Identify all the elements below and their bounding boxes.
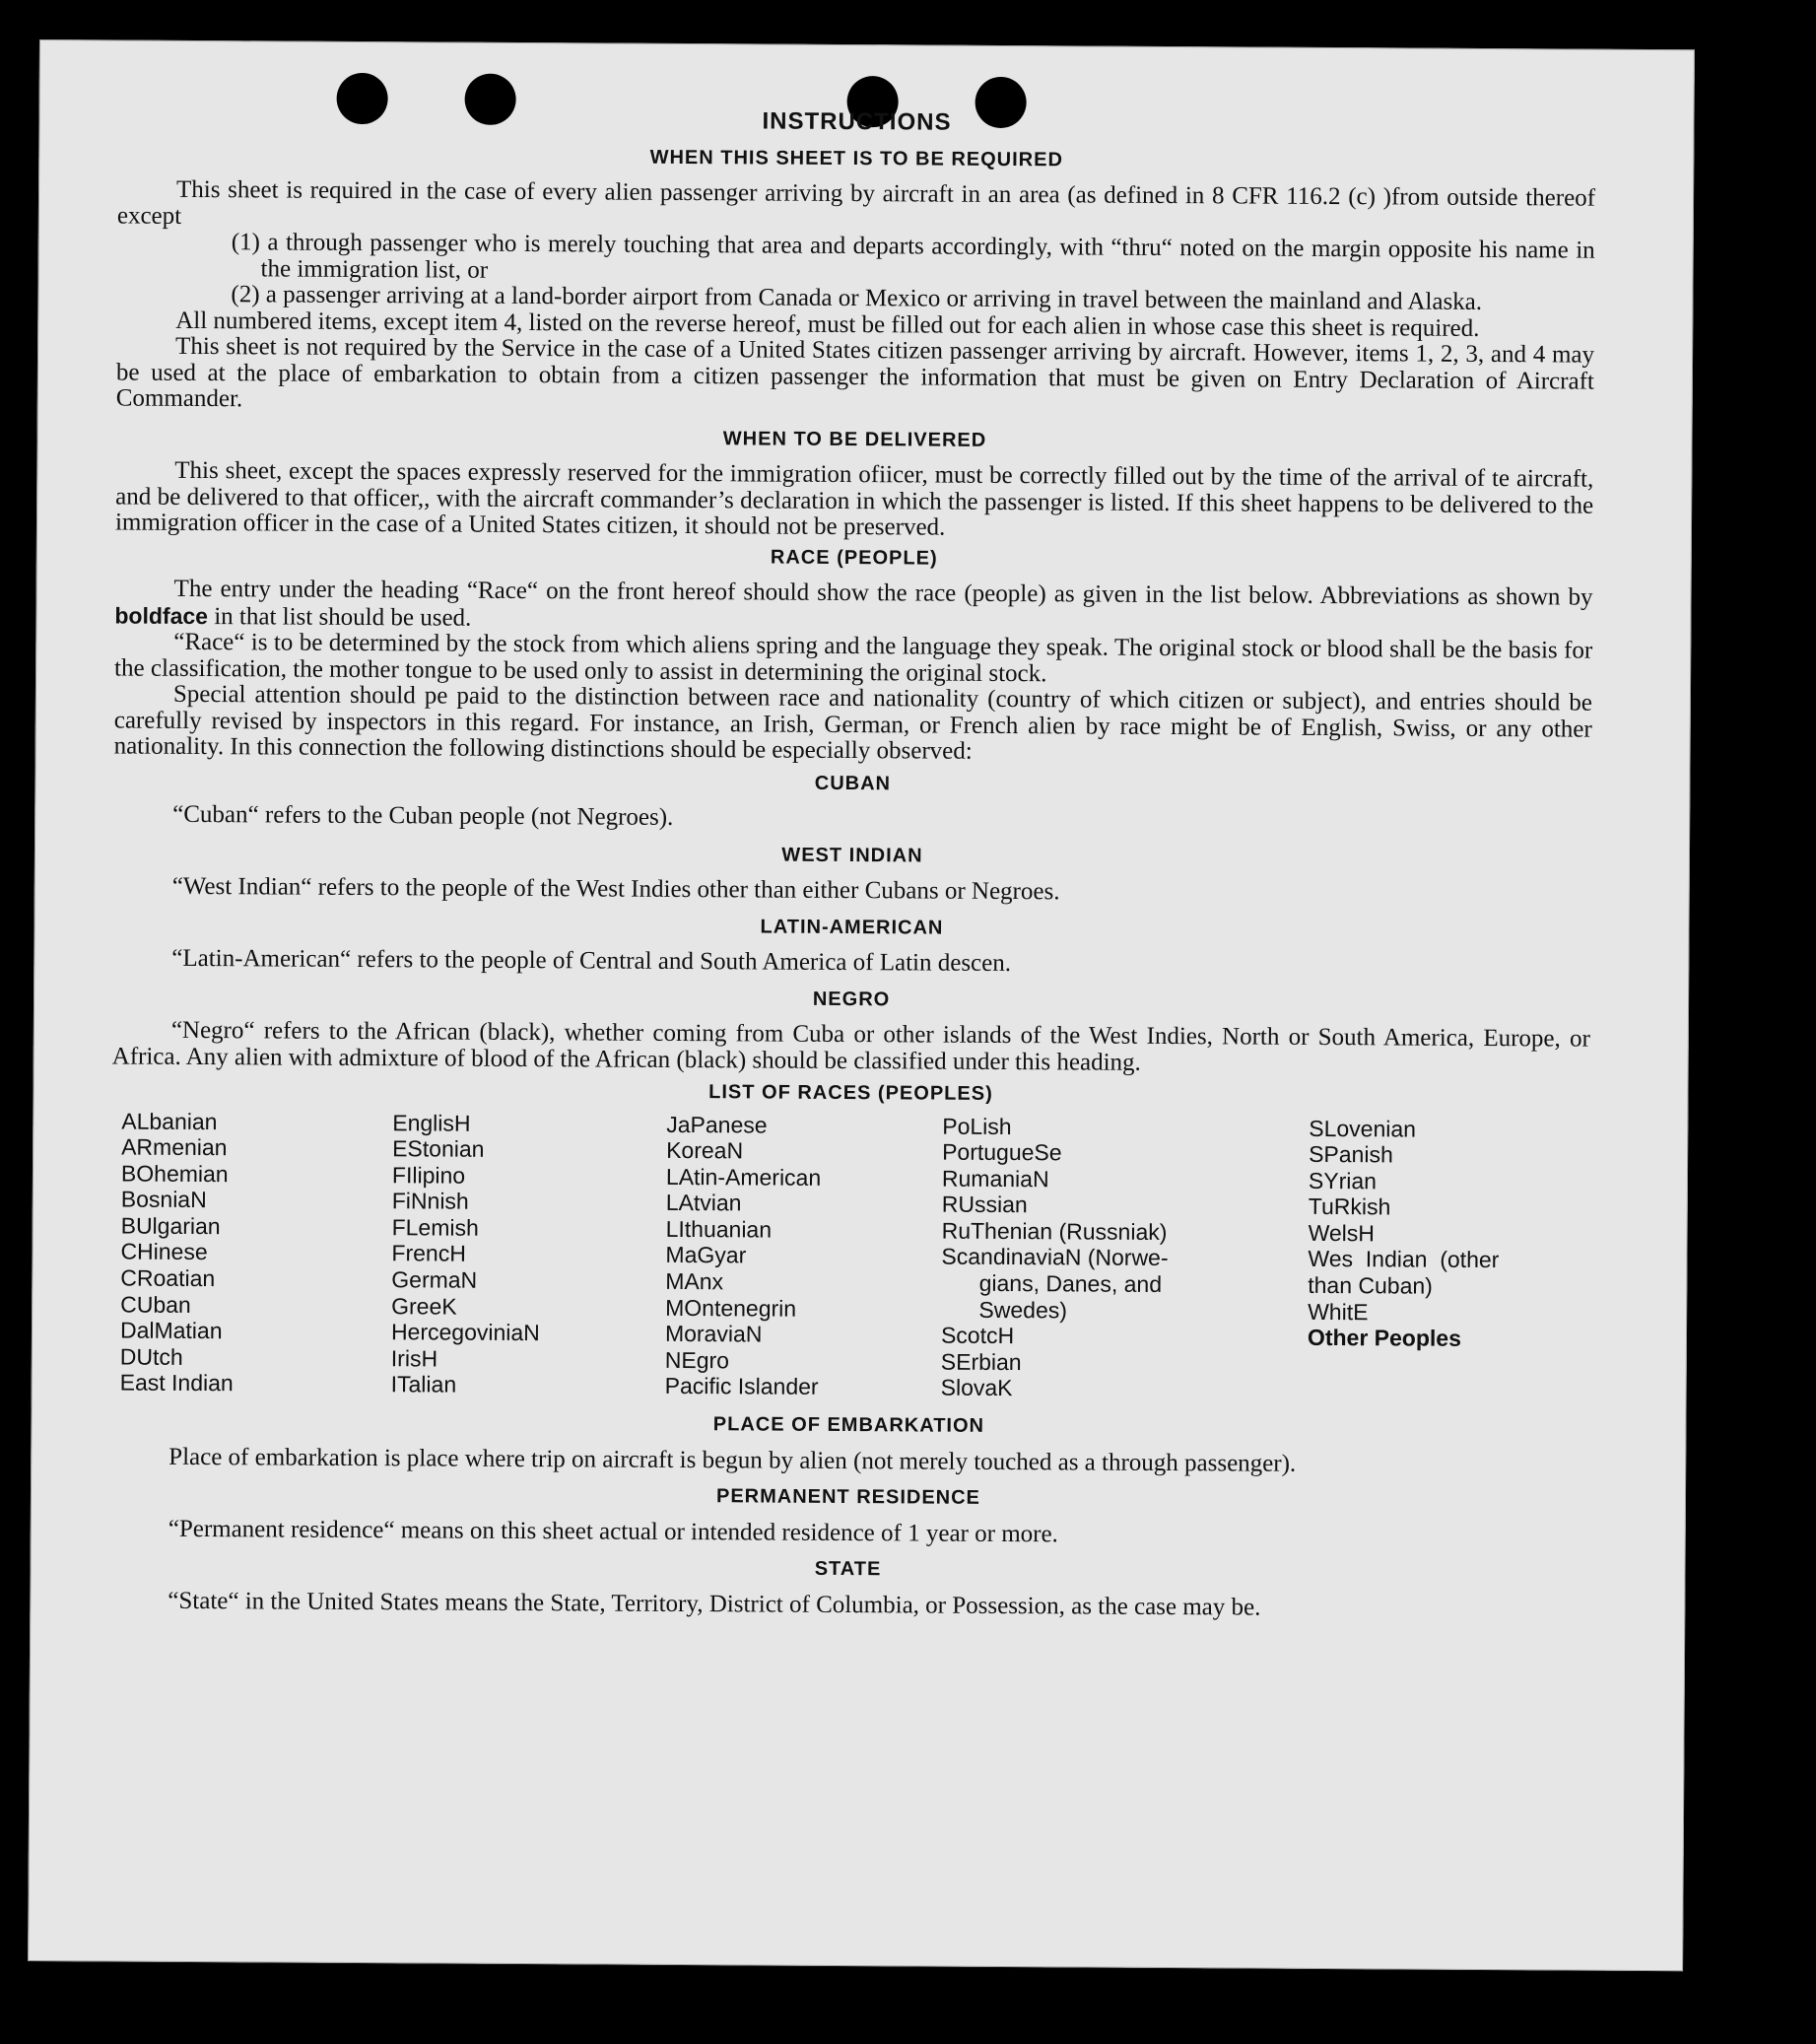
paragraph: Place of embarkation is place where trip on aircraft is begun by alien (not merely touched as a through passenger).: [168, 1443, 1297, 1477]
race-entry: LAtin-American: [665, 1163, 822, 1191]
race-entry: BUlgarian: [120, 1212, 221, 1240]
race-entry: FrencH: [391, 1240, 466, 1267]
paragraph: This sheet, except the spaces expressly reserved for the immigration ofiicer, must be correctly filled out by the time of the arrival of te aircraft, and be delivered to that officer,, with the aircraft commander’s declaration in which the passenger is listed. If this sheet happens to be delivered to the immigration officer in the case of a United States citizen, it should not be preserved.: [114, 456, 1594, 541]
race-entry: WelsH: [1308, 1219, 1376, 1247]
race-entry: TuRkish: [1308, 1193, 1391, 1220]
race-entry: ScandinaviaN (Norwe-: [941, 1244, 1169, 1271]
paragraph: “State“ in the United States means the State, Territory, District of Columbia, or Possession, as the case may be.: [168, 1587, 1261, 1621]
race-entry: IrisH: [390, 1345, 438, 1372]
race-entry: BOhemian: [120, 1160, 229, 1187]
race-entry: DalMatian: [119, 1317, 223, 1344]
instructions-body: [108, 101, 1595, 1622]
section-heading: CUBAN: [814, 772, 892, 794]
section-heading: STATE: [814, 1557, 882, 1581]
race-entry: than Cuban): [1308, 1271, 1433, 1299]
race-entry: MAnx: [665, 1267, 724, 1295]
race-entry: GreeK: [391, 1292, 457, 1320]
race-entry: EnglisH: [392, 1109, 471, 1136]
section-heading: WHEN TO BE DELIVERED: [722, 427, 987, 451]
paragraph: “West Indian“ refers to the people of the West Indies other than either Cubans or Negroes.: [171, 872, 1060, 906]
race-entry: FiNnish: [391, 1188, 469, 1214]
race-entry: gians, Danes, and: [941, 1269, 1163, 1298]
race-entry: ARmenian: [121, 1133, 228, 1161]
race-entry: Pacific Islander: [664, 1373, 819, 1400]
section-heading: NEGRO: [812, 988, 891, 1010]
race-entry: PoLish: [942, 1113, 1012, 1139]
race-entry: CRoatian: [120, 1264, 216, 1292]
race-column: [665, 1111, 943, 1400]
race-entry: LAtvian: [665, 1190, 742, 1216]
race-entry: RumaniaN: [941, 1165, 1049, 1192]
section-heading: WEST INDIAN: [781, 844, 923, 866]
paragraph: This sheet is required in the case of every alien passenger arriving by aircraft in an area (as defined in 8 CFR 116.2 (c) )from outside thereof except: [116, 175, 1596, 230]
race-entry: ALbanian: [121, 1108, 218, 1134]
race-entry: RUssian: [941, 1191, 1028, 1218]
race-entry: FLemish: [391, 1214, 479, 1241]
section-heading: LATIN-AMERICAN: [760, 915, 944, 939]
paragraph: “Race“ is to be determined by the stock from which aliens spring and the language they speak. The original stock or blood shall be the basis for the classification, the mother tongue to be used only to assist in determining the original stock.: [114, 628, 1593, 687]
section-heading: LIST OF RACES (PEOPLES): [708, 1081, 993, 1105]
race-column: [110, 1108, 393, 1397]
race-entry: Other Peoples: [1307, 1325, 1461, 1352]
race-entry: BosniaN: [120, 1186, 207, 1213]
race-entry: MoraviaN: [664, 1321, 763, 1347]
race-entry: LIthuanian: [665, 1215, 773, 1243]
race-entry: NEgro: [664, 1346, 730, 1374]
race-entry: PortugueSe: [942, 1138, 1062, 1166]
text-run-bold: boldface: [114, 601, 209, 629]
race-entry: EStonian: [392, 1135, 485, 1162]
race-entry: Swedes): [941, 1296, 1068, 1324]
race-list: [110, 1108, 1590, 1405]
race-entry: Wes Indian (other: [1308, 1246, 1500, 1273]
section-heading: PLACE OF EMBARKATION: [712, 1413, 985, 1437]
race-entry: KoreaN: [666, 1137, 744, 1164]
race-entry: SlovaK: [940, 1375, 1013, 1401]
race-entry: SLovenian: [1309, 1115, 1417, 1142]
paragraph: This sheet is not required by the Service in the case of a United States citizen passenger arriving by aircraft. However, items 1, 2, 3, and 4 may be used at the place of embarkation to obtain from a citizen passenger the information that must be given on Entry Declaration of Aircraft Commander.: [115, 332, 1595, 413]
paragraph: All numbered items, except item 4, listed on the reverse hereof, must be filled out for each alien in whose case this sheet is required.: [175, 307, 1480, 342]
race-entry: ITalian: [390, 1371, 457, 1398]
race-entry: FIlipino: [391, 1161, 466, 1189]
race-entry: WhitE: [1308, 1298, 1369, 1325]
text-run: in that list should be used.: [207, 602, 472, 632]
race-column: [1308, 1115, 1585, 1404]
race-entry: RuThenian (Russniak): [941, 1217, 1168, 1245]
race-entry: JaPanese: [666, 1111, 768, 1138]
list-item: (2) a passenger arriving at a land-border airport from Canada or Mexico or arriving in travel between the mainland and Alaska.: [231, 281, 1483, 315]
race-entry: CHinese: [120, 1238, 208, 1265]
race-entry: MaGyar: [665, 1242, 747, 1268]
paragraph: “Cuban“ refers to the Cuban people (not Negroes).: [172, 800, 674, 831]
race-column: [391, 1110, 667, 1399]
list-item: (1) a through passenger who is merely touching that area and departs accordingly, with “thru“ noted on the margin opposite his name in the immigration list, or: [231, 229, 1595, 284]
paragraph: “Negro“ refers to the African (black), whether coming from Cuba or other islands of the West Indies, North or South America, Europe, or Africa. Any alien with admixture of blood of the African (black) should be classified under this heading.: [111, 1016, 1590, 1076]
section-heading: RACE (PEOPLE): [770, 546, 938, 570]
paragraph: “Permanent residence“ means on this sheet actual or intended residence of 1 year or more.: [168, 1515, 1058, 1547]
race-entry: MOntenegrin: [665, 1294, 797, 1322]
race-entry: DUtch: [119, 1343, 183, 1370]
paragraph: Special attention should pe paid to the distinction between race and nationality (country of which citizen or subject), and entries should be carefully revised by inspectors in this regard. For instance, an Irish, German, or French alien by race might be of English, Swiss, or any other nationality. In this connection the following distinctions should be especially observed:: [113, 680, 1592, 765]
race-entry: CUban: [120, 1291, 191, 1318]
section-heading: WHEN THIS SHEET IS TO BE REQUIRED: [649, 146, 1064, 170]
text-run: The entry under the heading “Race“ on the front hereof should show the race (people) as given in the list below. Abbreviations as shown by: [173, 575, 1593, 611]
race-column: [941, 1113, 1310, 1403]
race-entry: GermaN: [391, 1266, 478, 1293]
race-entry: HercegoviniaN: [390, 1319, 540, 1346]
race-entry: SYrian: [1308, 1167, 1378, 1193]
document-page: [28, 39, 1695, 1971]
paragraph: “Latin-American“ refers to the people of Central and South America of Latin descen.: [171, 944, 1012, 978]
section-heading: PERMANENT RESIDENCE: [715, 1485, 980, 1509]
race-entry: East Indian: [119, 1369, 234, 1397]
page-title: INSTRUCTIONS: [762, 107, 952, 136]
race-entry: SErbian: [940, 1348, 1022, 1375]
race-entry: SPanish: [1309, 1140, 1393, 1168]
race-entry: ScotcH: [940, 1322, 1015, 1349]
